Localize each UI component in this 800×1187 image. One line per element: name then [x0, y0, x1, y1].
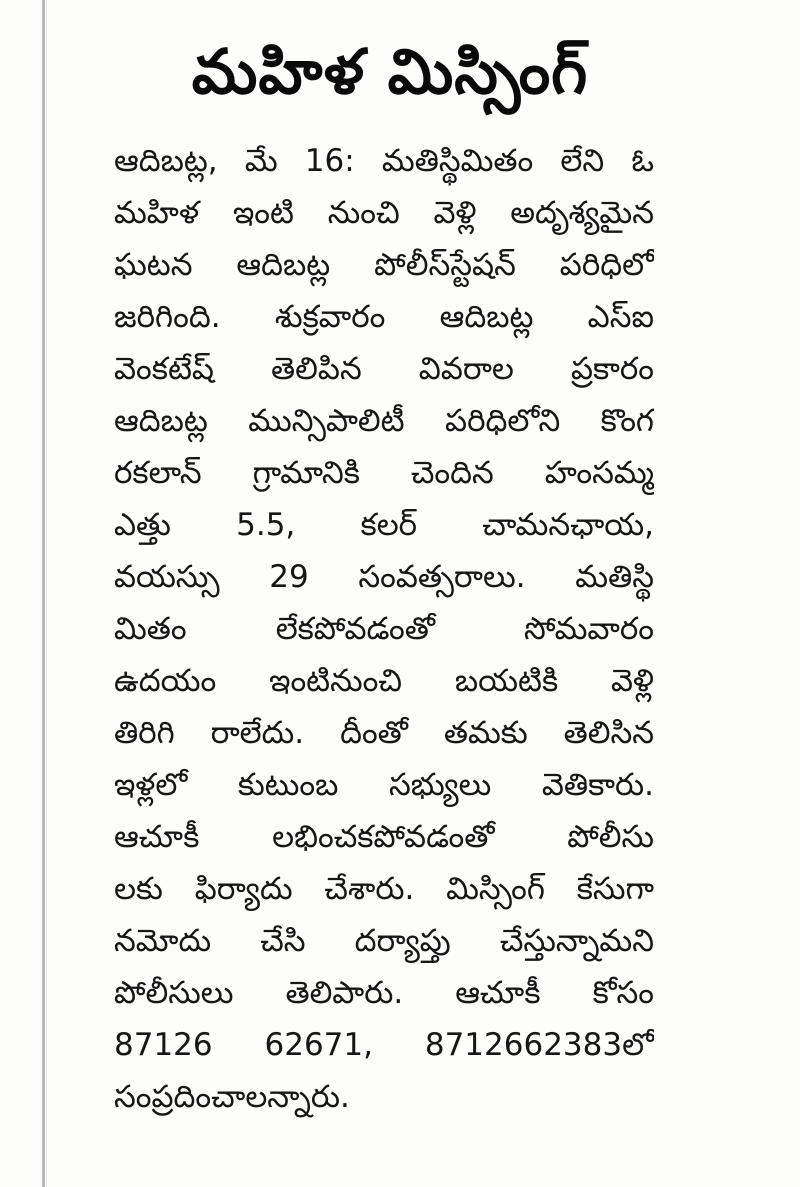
article-body [114, 135, 654, 1123]
article-line: ఇళ్లలో కుటుంబ సభ్యులు వెతికారు. [114, 767, 654, 803]
article-line: పోలీసులు తెలిపారు. ఆచూకీ కోసం [114, 975, 654, 1011]
column-rule [42, 0, 45, 1187]
article-line: సంప్రదించాలన్నారు. [114, 1079, 350, 1115]
article-line: వెంకటేష్ తెలిపిన వివరాల ప్రకారం [114, 351, 654, 387]
article-line: వయస్సు 29 సంవత్సరాలు. మతిస్థి [114, 559, 654, 595]
article-line: ఆదిబట్ల, మే 16: మతిస్థిమితం లేని ఓ [114, 143, 654, 179]
column-rule-shadow [46, 0, 47, 1187]
article-line: లకు ఫిర్యాదు చేశారు. మిస్సింగ్ కేసుగా [114, 871, 654, 907]
article-line: రకలాన్ గ్రామానికి చెందిన హంసమ్మ [114, 455, 654, 491]
article-line: ఎత్తు 5.5, కలర్ చామనఛాయ, [114, 507, 654, 543]
article-line: తిరిగి రాలేదు. దీంతో తమకు తెలిసిన [114, 715, 654, 751]
article-line: మహిళ ఇంటి నుంచి వెళ్లి అదృశ్యమైన [114, 195, 654, 231]
article-line: ఆచూకీ లభించకపోవడంతో పోలీసు [114, 819, 654, 855]
article-headline: మహిళ మిస్సింగ్ [191, 35, 589, 108]
article-line: ఉదయం ఇంటినుంచి బయటికి వెళ్లి [114, 663, 654, 699]
article-line: ఆదిబట్ల మున్సిపాలిటీ పరిధిలోని కొంగ [114, 403, 654, 439]
article-line: నమోదు చేసి దర్యాప్తు చేస్తున్నామని [114, 923, 654, 959]
article-line: ఘటన ఆదిబట్ల పోలీస్‌స్టేషన్ పరిధిలో [114, 247, 654, 283]
article-line: 87126 62671, 8712662383లో [114, 1027, 654, 1063]
article-line: మితం లేకపోవడంతో సోమవారం [114, 611, 654, 647]
article-line: జరిగింది. శుక్రవారం ఆదిబట్ల ఎస్ఐ [114, 299, 654, 335]
